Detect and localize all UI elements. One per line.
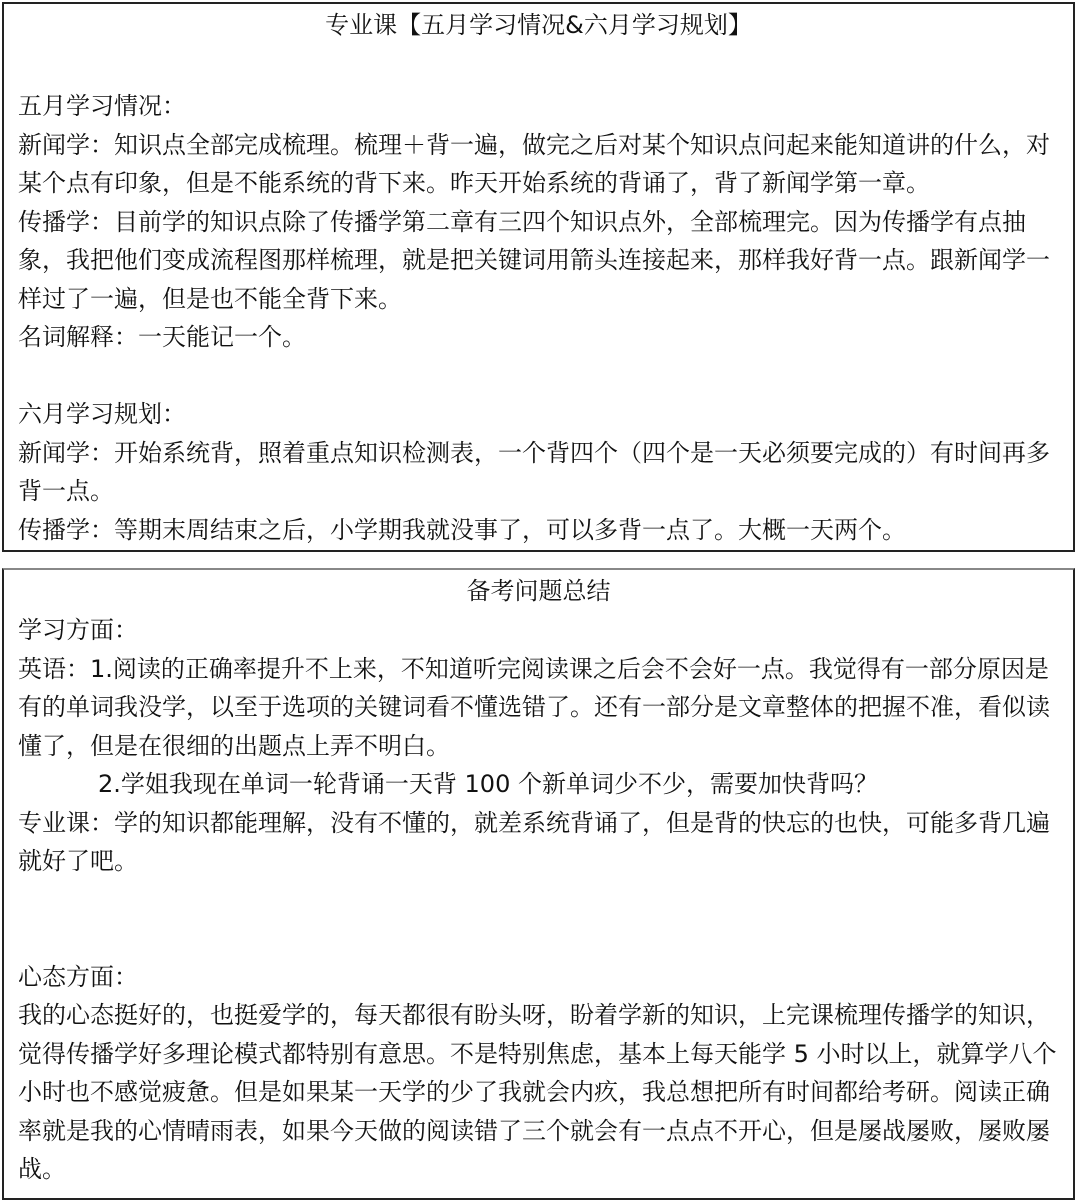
june-journalism-paragraph: 新闻学：开始系统背，照着重点知识检测表，一个背四个（四个是一天必须要完成的）有时间再多背一点。 [18,438,1050,505]
spacer [4,919,1073,958]
june-communication-paragraph: 传播学：等期末周结束之后，小学期我就没事了，可以多背一点了。大概一天两个。 [18,515,906,544]
major-course-paragraph: 专业课：学的知识都能理解，没有不懂的，就差系统背诵了，但是背的快忘的也快，可能多背几遍就好了吧。 [18,808,1050,875]
spacer [4,881,1073,920]
mindset-paragraph: 我的心态挺好的，也挺爱学的，每天都很有盼头呀，盼着学新的知识，上完课梳理传播学的知识，觉得传播学好多理论模式都特别有意思。不是特别焦虑，基本上每天能学 5 小时以上，就算学八个小时也不感觉疲惫。但是如果某一天学的少了我就会内疚，我总想把所有时间都给考研。阅读正确率就是我的心情晴雨表，如果今天做的阅读错了三个就会有一点点不开心，但是屡战屡败，屡败屡战。 [18,1001,1057,1183]
may-communication-paragraph: 传播学：目前学的知识点除了传播学第二章有三四个知识点外，全部梳理完。因为传播学有点抽象，我把他们变成流程图那样梳理，就是把关键词用箭头连接起来，那样我好背一点。跟新闻学一样过了一遍，但是也不能全背下来。 [18,207,1050,313]
june-heading: 六月学习规划： [18,400,186,428]
may-june-plan-table [2,2,1075,552]
exam-issues-table [2,568,1075,1200]
section-body [4,87,1073,549]
mindset-heading: 心态方面： [18,962,138,991]
section-title: 专业课【五月学习情况&六月学习规划】 [325,11,752,39]
spacer [4,357,1073,396]
study-heading: 学习方面： [18,616,138,644]
may-journalism-paragraph: 新闻学：知识点全部完成梳理。梳理＋背一遍，做完之后对某个知识点问起来能知道讲的什么，对某个点有印象，但是不能系统的背下来。昨天开始系统的背诵了，背了新闻学第一章。 [18,130,1050,197]
may-terms-paragraph: 名词解释：一天能记一个。 [18,323,306,351]
english-point-1: 英语：1.阅读的正确率提升不上来，不知道听完阅读课之后会不会好一点。我觉得有一部分原因是有的单词我没学，以至于选项的关键词看不懂选错了。还有一部分是文章整体的把握不准，看似读懂了，但是在很细的出题点上弄不明白。 [18,654,1050,760]
section-title: 备考问题总结 [466,577,611,605]
english-point-2: 2.学姐我现在单词一轮背诵一天背 100 个新单词少不少，需要加快背吗？ [98,770,878,798]
may-heading: 五月学习情况： [18,92,186,120]
